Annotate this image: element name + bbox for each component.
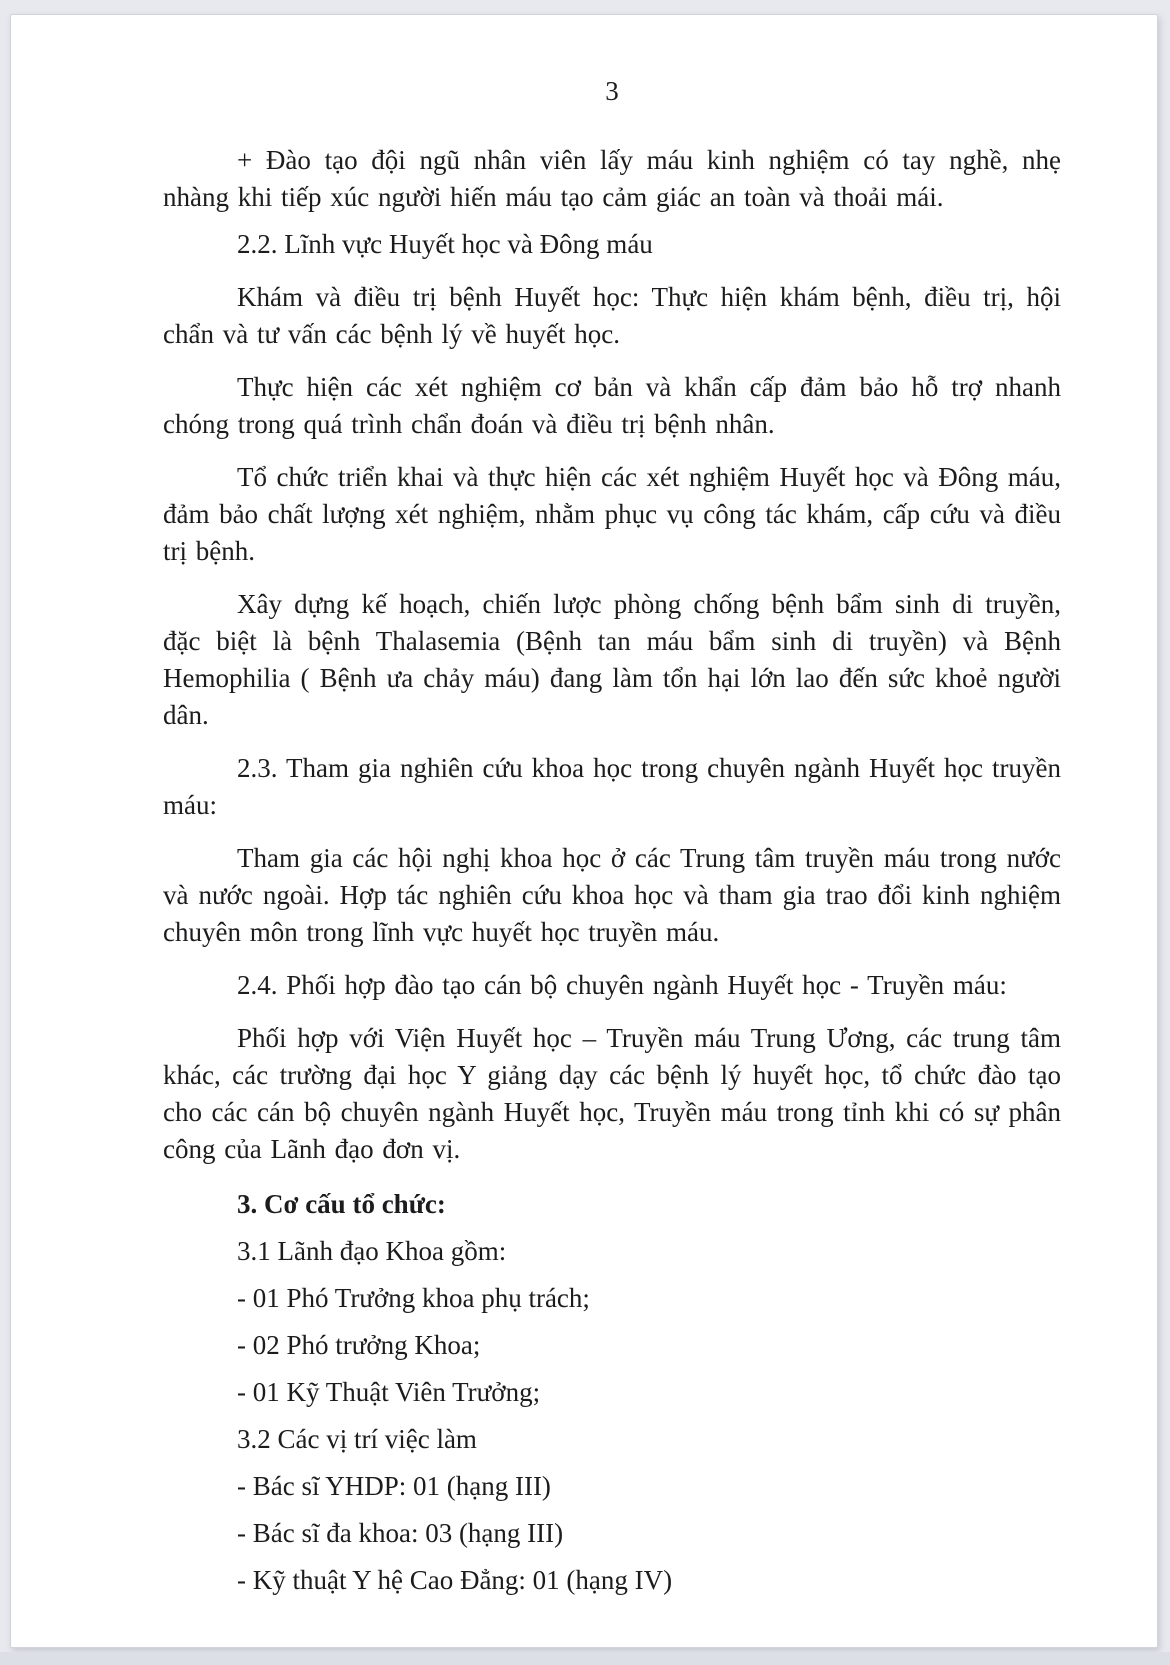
heading-2-3: 2.3. Tham gia nghiên cứu khoa học trong chuyên ngành Huyết học truyền máu: [163,753,1061,820]
paragraph-basic-tests: Thực hiện các xét nghiệm cơ bản và khẩn cấp đảm bảo hỗ trợ nhanh chóng trong quá trình chẩn đoán và điều trị bệnh nhân. [163,372,1061,439]
paragraph-exam-treatment: Khám và điều trị bệnh Huyết học: Thực hiện khám bệnh, điều trị, hội chẩn và tư vấn các bệnh lý về huyết học. [163,282,1061,349]
list-item-doctor-yhdp: - Bác sĩ YHDP: 01 (hạng III) [237,1471,551,1501]
list-item-deputy-head-in-charge: - 01 Phó Trưởng khoa phụ trách; [237,1283,590,1313]
paragraph-science-conferences: Tham gia các hội nghị khoa học ở các Trung tâm truyền máu trong nước và nước ngoài. Hợp tác nghiên cứu khoa học và tham gia trao đổi kinh nghiệm chuyên môn trong lĩnh vực huyết học truyền máu. [163,843,1061,947]
paragraph-training-staff: + Đào tạo đội ngũ nhân viên lấy máu kinh nghiệm có tay nghề, nhẹ nhàng khi tiếp xúc người hiến máu tạo cảm giác an toàn và thoải mái. [163,145,1061,212]
list-item-chief-technician: - 01 Kỹ Thuật Viên Trưởng; [237,1377,541,1407]
list-item-technician-college: - Kỹ thuật Y hệ Cao Đẳng: 01 (hạng IV) [237,1565,673,1595]
item-3-1-leadership: 3.1 Lãnh đạo Khoa gồm: [237,1236,507,1266]
heading-2-2: 2.2. Lĩnh vực Huyết học và Đông máu [237,229,653,259]
heading-3-organization: 3. Cơ cấu tổ chức: [237,1189,446,1219]
paragraph-disease-prevention-plan: Xây dựng kế hoạch, chiến lược phòng chống bệnh bẩm sinh di truyền, đặc biệt là bệnh Thalasemia (Bệnh tan máu bẩm sinh di truyền) và Bệnh Hemophilia ( Bệnh ưa chảy máu) đang làm tổn hại lớn lao đến sức khoẻ người dân. [163,589,1061,730]
list-item-general-doctor: - Bác sĩ đa khoa: 03 (hạng III) [237,1518,564,1548]
page-number: 3 [605,76,619,106]
item-3-2-job-positions: 3.2 Các vị trí việc làm [237,1424,477,1454]
window-bottom-edge [0,1652,1170,1665]
paragraph-cooperation-training: Phối hợp với Viện Huyết học – Truyền máu Trung Ương, các trung tâm khác, các trường đại học Y giảng dạy các bệnh lý huyết học, tổ chức đào tạo cho các cán bộ chuyên ngành Huyết học, Truyền máu trong tỉnh khi có sự phân công của Lãnh đạo đơn vị. [163,1023,1061,1164]
document-page [10,14,1158,1648]
heading-2-4: 2.4. Phối hợp đào tạo cán bộ chuyên ngành Huyết học - Truyền máu: [237,970,1007,1000]
list-item-deputy-heads: - 02 Phó trưởng Khoa; [237,1330,481,1360]
paragraph-test-quality: Tổ chức triển khai và thực hiện các xét nghiệm Huyết học và Đông máu, đảm bảo chất lượng xét nghiệm, nhằm phục vụ công tác khám, cấp cứu và điều trị bệnh. [163,462,1061,566]
